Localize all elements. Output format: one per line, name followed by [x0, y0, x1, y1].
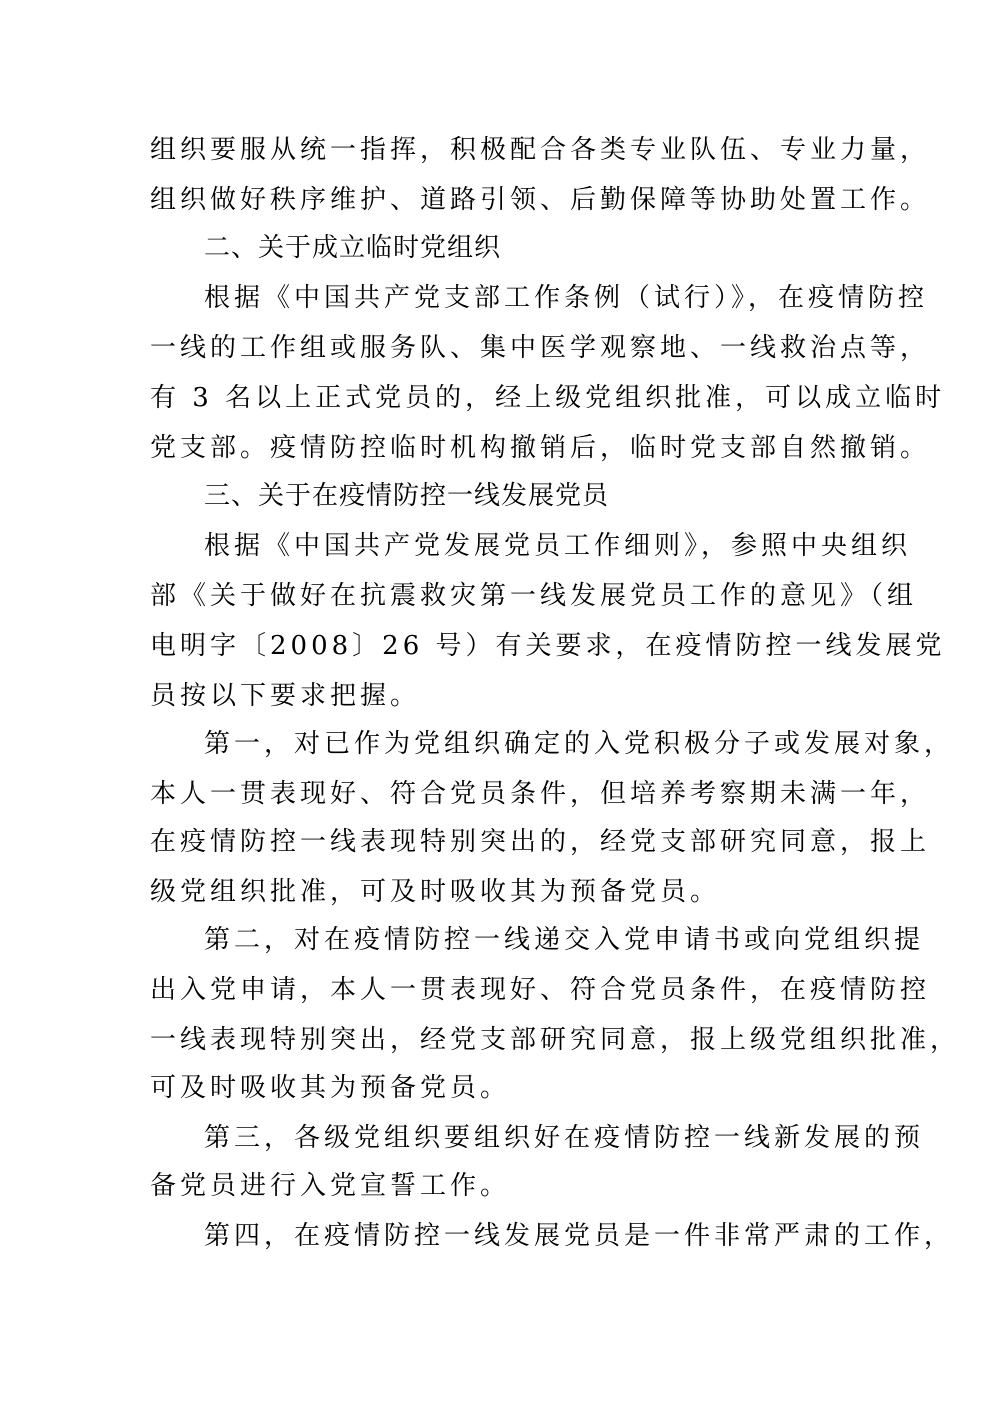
text-line: 第二，对在疫情防控一线递交入党申请书或向党组织提	[204, 925, 925, 955]
text-line: 组织做好秩序维护、道路引领、后勤保障等协助处置工作。	[150, 185, 931, 215]
text-line: 备党员进行入党宣誓工作。	[150, 1171, 511, 1201]
text-line: 级党组织批准，可及时吸收其为预备党员。	[150, 877, 721, 907]
text-line: 一线的工作组或服务队、集中医学观察地、一线救治点等，	[150, 333, 931, 363]
text-line: 部《关于做好在抗震救灾第一线发展党员工作的意见》（组	[150, 581, 918, 611]
text-line: 有 3 名以上正式党员的，经上级党组织批准，可以成立临时	[150, 383, 946, 413]
text-line: 根据《中国共产党支部工作条例（试行）》，在疫情防控	[204, 283, 929, 313]
text-line: 电明字〔2008〕26 号）有关要求，在疫情防控一线发展党	[150, 631, 946, 661]
text-line: 可及时吸收其为预备党员。	[150, 1073, 511, 1103]
text-line: 根据《中国共产党发展党员工作细则》，参照中央组织	[204, 531, 912, 561]
text-line: 第一，对已作为党组织确定的入党积极分子或发展对象，	[204, 729, 955, 759]
text-line: 在疫情防控一线表现特别突出的，经党支部研究同意，报上	[150, 827, 931, 857]
text-line: 第三，各级党组织要组织好在疫情防控一线新发展的预	[204, 1123, 925, 1153]
text-line: 第四，在疫情防控一线发展党员是一件非常严肃的工作，	[204, 1221, 955, 1251]
text-line: 党支部。疫情防控临时机构撤销后，临时党支部自然撤销。	[150, 433, 931, 463]
text-line: 本人一贯表现好、符合党员条件，但培养考察期未满一年，	[150, 779, 931, 809]
text-line: 一线表现特别突出，经党支部研究同意，报上级党组织批准，	[150, 1025, 961, 1055]
section-heading: 二、关于成立临时党组织	[204, 233, 502, 263]
text-line: 员按以下要求把握。	[150, 681, 421, 711]
text-line: 组织要服从统一指挥，积极配合各类专业队伍、专业力量，	[150, 135, 931, 165]
section-heading: 三、关于在疫情防控一线发展党员	[204, 481, 610, 511]
text-line: 出入党申请，本人一贯表现好、符合党员条件，在疫情防控	[150, 975, 931, 1005]
